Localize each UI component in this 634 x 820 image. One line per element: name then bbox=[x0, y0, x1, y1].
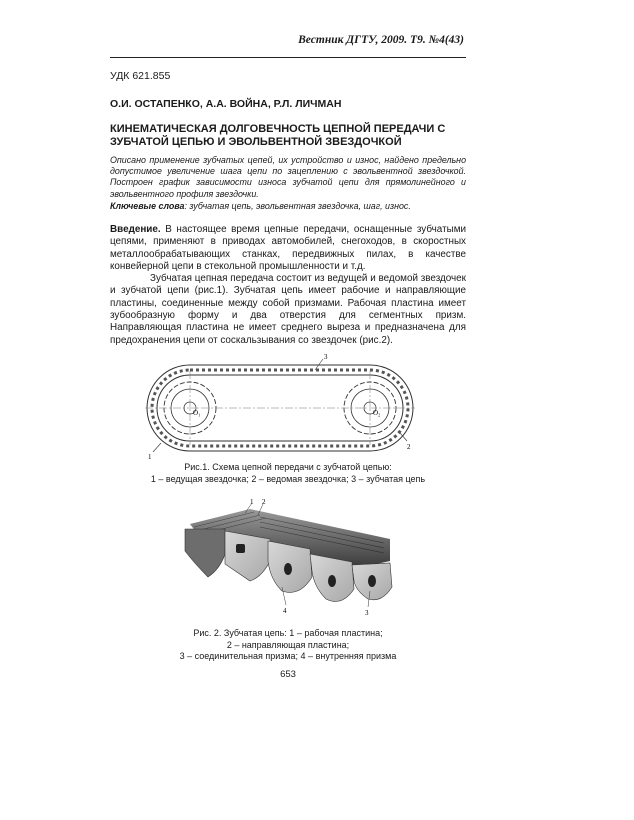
page-number: 653 bbox=[280, 669, 296, 680]
keywords bbox=[110, 201, 466, 212]
label-2: 2 bbox=[407, 443, 411, 451]
figure-2-caption bbox=[110, 628, 466, 663]
journal-header: Вестник ДГТУ, 2009. Т9. №4(43) bbox=[298, 34, 464, 46]
authors: О.И. ОСТАПЕНКО, А.А. ВОЙНА, Р.Л. ЛИЧМАН bbox=[110, 98, 342, 110]
label-o2: O₂ bbox=[373, 409, 381, 417]
fig2-label-1: 1 bbox=[250, 499, 254, 506]
article-title: КИНЕМАТИЧЕСКАЯ ДОЛГОВЕЧНОСТЬ ЦЕПНОЙ ПЕРЕДАЧИ С ЗУБЧАТОЙ ЦЕПЬЮ И ЭВОЛЬВЕНТНОЙ ЗВЕЗДОЧКОЙ bbox=[110, 123, 446, 148]
figure-2-caption-line-1: Рис. 2. Зубчатая цепь: 1 – рабочая пластина; bbox=[193, 628, 383, 638]
figure-2-caption-line-2: 2 – направляющая пластина; bbox=[226, 639, 350, 650]
udk-code: УДК 621.855 bbox=[110, 70, 171, 82]
figure-1-chain-drive bbox=[145, 353, 415, 463]
header-rule bbox=[110, 57, 466, 58]
figure-1-caption-line-2: 1 – ведущая звездочка; 2 – ведомая звездочка; 3 – зубчатая цепь bbox=[150, 473, 426, 484]
body-paragraph-2: Зубчатая цепная передача состоит из ведущей и ведомой звездочек и зубчатой цепи (рис.1). Зубчатая цепь имеет рабочие и направляющие пластины, соединенные между собой призмами. Рабочая пластина имеет зубообразную форму и два отверстия для сегментных призм. Направляющая пластина не имеет среднего выреза и предназначена для предохранения цепи от соскальзывания со звездочек (рис.2). bbox=[110, 273, 466, 346]
fig2-label-2: 2 bbox=[262, 499, 266, 506]
label-o1: O₁ bbox=[193, 409, 201, 417]
intro-label: Введение. bbox=[110, 224, 161, 235]
figure-2-caption-line-3: 3 – соединительная призма; 4 – внутренняя призма bbox=[179, 651, 397, 661]
intro-text: В настоящее время цепные передачи, оснащенные зубчатыми цепями, применяют в приводах автомобилей, снегоходов, в скоростных металлообрабатывающих станках, передвижных пилах, в качестве конвейерной цепи в стекольной промышленности и т.д. bbox=[110, 224, 466, 272]
label-1: 1 bbox=[148, 453, 152, 461]
keywords-label: Ключевые слова bbox=[110, 201, 185, 211]
figure-1-caption-line-1: Рис.1. Схема цепной передачи с зубчатой цепью: bbox=[184, 462, 392, 472]
intro-paragraph bbox=[110, 224, 466, 273]
fig2-label-3: 3 bbox=[365, 609, 369, 617]
article-body bbox=[110, 224, 466, 347]
abstract: Описано применение зубчатых цепей, их устройство и износ, найдено предельно допустимое увеличение шага цепи по зацеплению с эвольвентной звездочкой. Построен график зависимости износа зубчатой цепи для прямолинейного и эвольвентного профиля звездочки. bbox=[110, 155, 466, 199]
keywords-text: : зубчатая цепь, эвольвентная звездочка, шаг, износ. bbox=[184, 201, 411, 211]
label-3: 3 bbox=[324, 353, 328, 361]
figure-1-caption bbox=[110, 462, 466, 485]
figure-2-toothed-chain bbox=[170, 499, 400, 619]
fig2-label-4: 4 bbox=[283, 607, 287, 615]
